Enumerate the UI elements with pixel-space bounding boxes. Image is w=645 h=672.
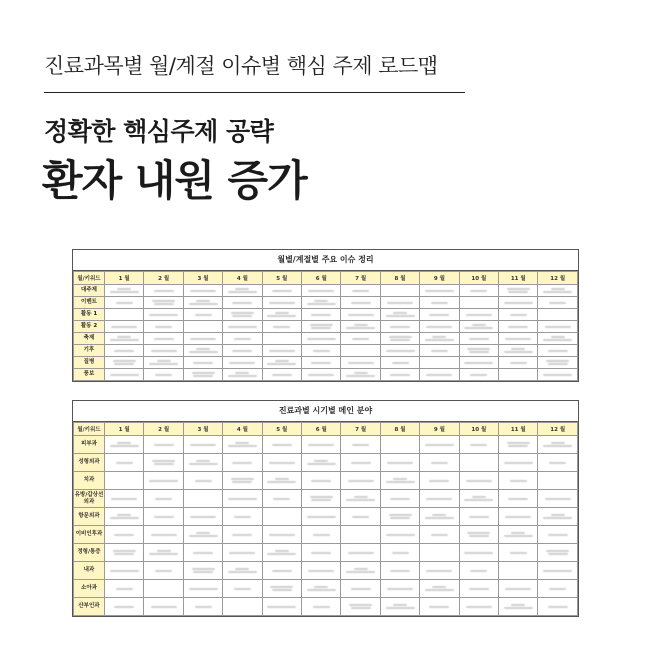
blurred-cell — [183, 369, 222, 381]
blurred-cell — [499, 526, 538, 544]
blurred-cell — [341, 508, 380, 526]
table-row — [74, 562, 578, 580]
blurred-cell — [420, 309, 459, 321]
table-row — [74, 345, 578, 357]
month-header: 11 월 — [499, 272, 538, 285]
blurred-cell — [459, 508, 498, 526]
blurred-cell — [499, 333, 538, 345]
row-label: 산부인과 — [74, 598, 105, 616]
blurred-cell — [302, 369, 341, 381]
blurred-cell — [262, 321, 301, 333]
blurred-cell — [420, 472, 459, 490]
row-label: 소아과 — [74, 580, 105, 598]
blurred-cell — [499, 309, 538, 321]
blurred-cell — [302, 345, 341, 357]
blurred-cell — [223, 598, 262, 616]
month-header: 2 월 — [144, 272, 183, 285]
month-header: 9 월 — [420, 423, 459, 436]
blurred-cell — [499, 285, 538, 297]
blurred-cell — [302, 357, 341, 369]
blurred-cell — [223, 285, 262, 297]
blurred-cell — [499, 357, 538, 369]
blurred-cell — [341, 526, 380, 544]
blurred-cell — [144, 321, 183, 333]
blurred-cell — [183, 598, 222, 616]
blurred-cell — [223, 436, 262, 454]
department-table — [72, 400, 579, 617]
table-row — [74, 321, 578, 333]
blurred-cell — [144, 508, 183, 526]
blurred-cell — [538, 562, 578, 580]
table-row — [74, 285, 578, 297]
blurred-cell — [420, 454, 459, 472]
blurred-cell — [105, 333, 144, 345]
blurred-cell — [380, 454, 419, 472]
table-row — [74, 357, 578, 369]
blurred-cell — [302, 309, 341, 321]
blurred-cell — [183, 345, 222, 357]
blurred-cell — [262, 472, 301, 490]
row-label: 활동 2 — [74, 321, 105, 333]
blurred-cell — [420, 333, 459, 345]
department-grid — [73, 422, 578, 616]
blurred-cell — [420, 526, 459, 544]
blurred-cell — [183, 321, 222, 333]
blurred-cell — [302, 321, 341, 333]
month-header: 3 월 — [183, 423, 222, 436]
blurred-cell — [105, 369, 144, 381]
blurred-cell — [144, 472, 183, 490]
blurred-cell — [380, 345, 419, 357]
row-label: 내과 — [74, 562, 105, 580]
blurred-cell — [538, 369, 578, 381]
blurred-cell — [459, 490, 498, 508]
blurred-cell — [380, 321, 419, 333]
blurred-cell — [262, 285, 301, 297]
table-row — [74, 472, 578, 490]
blurred-cell — [144, 285, 183, 297]
blurred-cell — [223, 345, 262, 357]
blurred-cell — [262, 544, 301, 562]
month-header: 8 월 — [380, 272, 419, 285]
blurred-cell — [341, 369, 380, 381]
blurred-cell — [420, 369, 459, 381]
blurred-cell — [144, 490, 183, 508]
blurred-cell — [380, 309, 419, 321]
blurred-cell — [459, 321, 498, 333]
blurred-cell — [105, 508, 144, 526]
blurred-cell — [420, 285, 459, 297]
row-label: 활동 1 — [74, 309, 105, 321]
blurred-cell — [183, 580, 222, 598]
blurred-cell — [380, 369, 419, 381]
blurred-cell — [538, 333, 578, 345]
blurred-cell — [105, 562, 144, 580]
table-row — [74, 436, 578, 454]
blurred-cell — [302, 580, 341, 598]
corner-header: 월/키워드 — [74, 272, 105, 285]
blurred-cell — [499, 562, 538, 580]
blurred-cell — [538, 285, 578, 297]
blurred-cell — [499, 472, 538, 490]
blurred-cell — [341, 436, 380, 454]
blurred-cell — [499, 580, 538, 598]
blurred-cell — [341, 490, 380, 508]
blurred-cell — [144, 526, 183, 544]
month-header: 12 월 — [538, 423, 578, 436]
blurred-cell — [262, 357, 301, 369]
blurred-cell — [499, 598, 538, 616]
blurred-cell — [105, 544, 144, 562]
blurred-cell — [499, 345, 538, 357]
blurred-cell — [105, 580, 144, 598]
blurred-cell — [538, 526, 578, 544]
blurred-cell — [223, 472, 262, 490]
month-header: 9 월 — [420, 272, 459, 285]
blurred-cell — [223, 357, 262, 369]
blurred-cell — [144, 436, 183, 454]
blurred-cell — [262, 526, 301, 544]
blurred-cell — [105, 436, 144, 454]
table-row — [74, 297, 578, 309]
blurred-cell — [105, 309, 144, 321]
blurred-cell — [341, 285, 380, 297]
blurred-cell — [302, 297, 341, 309]
blurred-cell — [341, 472, 380, 490]
blurred-cell — [302, 285, 341, 297]
blurred-cell — [302, 508, 341, 526]
blurred-cell — [223, 333, 262, 345]
blurred-cell — [262, 436, 301, 454]
month-header: 11 월 — [499, 423, 538, 436]
blurred-cell — [459, 562, 498, 580]
blurred-cell — [144, 562, 183, 580]
blurred-cell — [341, 333, 380, 345]
page-subtitle: 진료과목별 월/계절 이슈별 핵심 주제 로드맵 — [44, 54, 438, 78]
blurred-cell — [341, 345, 380, 357]
blurred-cell — [105, 598, 144, 616]
blurred-cell — [223, 490, 262, 508]
blurred-cell — [420, 490, 459, 508]
blurred-cell — [380, 598, 419, 616]
blurred-cell — [144, 297, 183, 309]
blurred-cell — [499, 454, 538, 472]
table-title: 월별/계절별 주요 이슈 정리 — [73, 250, 578, 271]
month-header: 8 월 — [380, 423, 419, 436]
blurred-cell — [420, 357, 459, 369]
blurred-cell — [302, 598, 341, 616]
blurred-cell — [223, 309, 262, 321]
blurred-cell — [183, 490, 222, 508]
blurred-cell — [223, 580, 262, 598]
blurred-cell — [302, 454, 341, 472]
month-header: 5 월 — [262, 423, 301, 436]
blurred-cell — [223, 508, 262, 526]
blurred-cell — [420, 297, 459, 309]
blurred-cell — [459, 526, 498, 544]
blurred-cell — [183, 508, 222, 526]
headline-line2: 환자 내원 증가 — [42, 156, 307, 205]
blurred-cell — [380, 297, 419, 309]
blurred-cell — [538, 544, 578, 562]
blurred-cell — [262, 309, 301, 321]
blurred-cell — [223, 297, 262, 309]
blurred-cell — [380, 580, 419, 598]
monthly-issues-table — [72, 249, 579, 382]
blurred-cell — [341, 580, 380, 598]
row-label: 항문외과 — [74, 508, 105, 526]
row-label: 축제 — [74, 333, 105, 345]
month-header: 5 월 — [262, 272, 301, 285]
blurred-cell — [183, 297, 222, 309]
blurred-cell — [302, 562, 341, 580]
blurred-cell — [341, 562, 380, 580]
table-row — [74, 598, 578, 616]
blurred-cell — [105, 297, 144, 309]
blurred-cell — [183, 285, 222, 297]
row-label: 정형/통증 — [74, 544, 105, 562]
blurred-cell — [341, 309, 380, 321]
month-header: 4 월 — [223, 272, 262, 285]
headline-line1: 정확한 핵심주제 공략 — [44, 117, 274, 146]
blurred-cell — [538, 490, 578, 508]
table-row — [74, 526, 578, 544]
blurred-cell — [302, 490, 341, 508]
blurred-cell — [144, 454, 183, 472]
blurred-cell — [499, 544, 538, 562]
month-header: 3 월 — [183, 272, 222, 285]
blurred-cell — [302, 472, 341, 490]
table-row — [74, 580, 578, 598]
blurred-cell — [144, 357, 183, 369]
blurred-cell — [420, 580, 459, 598]
month-header: 1 월 — [105, 423, 144, 436]
blurred-cell — [262, 508, 301, 526]
row-label: 피부과 — [74, 436, 105, 454]
row-label: 기후 — [74, 345, 105, 357]
blurred-cell — [144, 333, 183, 345]
blurred-cell — [144, 544, 183, 562]
table-title: 진료과별 시기별 메인 분야 — [73, 401, 578, 422]
blurred-cell — [499, 321, 538, 333]
blurred-cell — [499, 436, 538, 454]
blurred-cell — [105, 472, 144, 490]
blurred-cell — [420, 544, 459, 562]
blurred-cell — [262, 598, 301, 616]
blurred-cell — [538, 508, 578, 526]
blurred-cell — [538, 436, 578, 454]
blurred-cell — [105, 490, 144, 508]
blurred-cell — [499, 369, 538, 381]
blurred-cell — [144, 369, 183, 381]
blurred-cell — [341, 598, 380, 616]
blurred-cell — [105, 454, 144, 472]
divider — [44, 92, 465, 93]
blurred-cell — [223, 544, 262, 562]
blurred-cell — [183, 544, 222, 562]
blurred-cell — [380, 562, 419, 580]
blurred-cell — [538, 472, 578, 490]
table-row — [74, 369, 578, 381]
blurred-cell — [538, 580, 578, 598]
blurred-cell — [420, 562, 459, 580]
month-header: 10 월 — [459, 423, 498, 436]
blurred-cell — [262, 369, 301, 381]
blurred-cell — [499, 490, 538, 508]
month-header: 1 월 — [105, 272, 144, 285]
table-row — [74, 454, 578, 472]
blurred-cell — [538, 321, 578, 333]
blurred-cell — [380, 526, 419, 544]
blurred-cell — [223, 454, 262, 472]
table-row — [74, 333, 578, 345]
blurred-cell — [538, 345, 578, 357]
blurred-cell — [459, 436, 498, 454]
blurred-cell — [341, 544, 380, 562]
month-header: 6 월 — [302, 423, 341, 436]
blurred-cell — [223, 321, 262, 333]
blurred-cell — [183, 562, 222, 580]
blurred-cell — [262, 490, 301, 508]
blurred-cell — [144, 345, 183, 357]
blurred-cell — [459, 285, 498, 297]
table-row — [74, 490, 578, 508]
blurred-cell — [380, 508, 419, 526]
blurred-cell — [183, 357, 222, 369]
blurred-cell — [302, 436, 341, 454]
row-label: 대주제 — [74, 285, 105, 297]
corner-header: 월/키워드 — [74, 423, 105, 436]
row-label: 이비인후과 — [74, 526, 105, 544]
blurred-cell — [262, 333, 301, 345]
blurred-cell — [341, 297, 380, 309]
blurred-cell — [380, 285, 419, 297]
blurred-cell — [341, 454, 380, 472]
blurred-cell — [459, 345, 498, 357]
row-label: 이벤트 — [74, 297, 105, 309]
blurred-cell — [420, 436, 459, 454]
blurred-cell — [262, 454, 301, 472]
blurred-cell — [459, 472, 498, 490]
blurred-cell — [262, 297, 301, 309]
blurred-cell — [144, 580, 183, 598]
blurred-cell — [459, 357, 498, 369]
table-row — [74, 309, 578, 321]
blurred-cell — [144, 598, 183, 616]
row-label: 풍보 — [74, 369, 105, 381]
row-label: 질병 — [74, 357, 105, 369]
blurred-cell — [420, 321, 459, 333]
blurred-cell — [499, 297, 538, 309]
blurred-cell — [459, 454, 498, 472]
row-label: 성형외과 — [74, 454, 105, 472]
blurred-cell — [223, 526, 262, 544]
row-label: 치과 — [74, 472, 105, 490]
blurred-cell — [223, 562, 262, 580]
blurred-cell — [380, 357, 419, 369]
blurred-cell — [144, 309, 183, 321]
blurred-cell — [302, 333, 341, 345]
table-row — [74, 508, 578, 526]
row-label: 유방/갑상선 외과 — [74, 490, 105, 508]
month-header: 7 월 — [341, 272, 380, 285]
blurred-cell — [183, 472, 222, 490]
blurred-cell — [420, 508, 459, 526]
blurred-cell — [420, 345, 459, 357]
blurred-cell — [341, 357, 380, 369]
blurred-cell — [499, 508, 538, 526]
blurred-cell — [105, 285, 144, 297]
blurred-cell — [538, 454, 578, 472]
month-header: 2 월 — [144, 423, 183, 436]
blurred-cell — [538, 297, 578, 309]
month-header: 10 월 — [459, 272, 498, 285]
blurred-cell — [459, 297, 498, 309]
month-header: 7 월 — [341, 423, 380, 436]
blurred-cell — [183, 526, 222, 544]
blurred-cell — [538, 357, 578, 369]
blurred-cell — [380, 490, 419, 508]
blurred-cell — [262, 562, 301, 580]
blurred-cell — [183, 309, 222, 321]
blurred-cell — [459, 580, 498, 598]
blurred-cell — [380, 436, 419, 454]
blurred-cell — [538, 309, 578, 321]
blurred-cell — [183, 436, 222, 454]
blurred-cell — [459, 333, 498, 345]
blurred-cell — [183, 454, 222, 472]
blurred-cell — [262, 580, 301, 598]
blurred-cell — [302, 526, 341, 544]
blurred-cell — [302, 544, 341, 562]
blurred-cell — [223, 369, 262, 381]
blurred-cell — [105, 357, 144, 369]
blurred-cell — [183, 333, 222, 345]
month-header: 6 월 — [302, 272, 341, 285]
month-header: 4 월 — [223, 423, 262, 436]
blurred-cell — [380, 544, 419, 562]
month-header: 12 월 — [538, 272, 578, 285]
blurred-cell — [459, 598, 498, 616]
blurred-cell — [380, 472, 419, 490]
table-row — [74, 544, 578, 562]
blurred-cell — [420, 598, 459, 616]
blurred-cell — [105, 345, 144, 357]
blurred-cell — [459, 544, 498, 562]
blurred-cell — [341, 321, 380, 333]
blurred-cell — [262, 345, 301, 357]
blurred-cell — [380, 333, 419, 345]
issues-grid — [73, 271, 578, 381]
blurred-cell — [105, 526, 144, 544]
blurred-cell — [538, 598, 578, 616]
blurred-cell — [105, 321, 144, 333]
blurred-cell — [459, 309, 498, 321]
blurred-cell — [459, 369, 498, 381]
